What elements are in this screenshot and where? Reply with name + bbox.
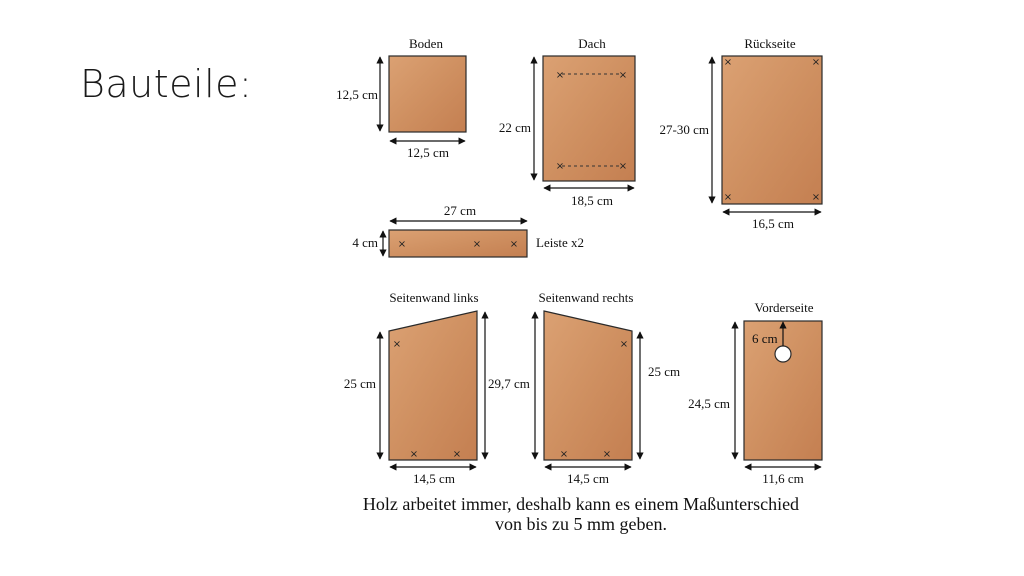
screw-mark: × [559,449,569,460]
screw-mark: × [723,192,733,203]
leiste-board [389,230,527,257]
screw-mark: × [409,449,419,460]
rueckseite-board [722,56,822,204]
screw-mark: × [555,161,565,172]
rueckseite-height-label: 27-30 cm [659,122,709,137]
screw-mark: × [811,57,821,68]
screw-mark: × [509,239,519,250]
boden-width-label: 12,5 cm [407,145,449,160]
tolerance-note-line1: Holz arbeitet immer, deshalb kann es einem Maßunterschied [362,494,800,514]
rueckseite-width-label: 16,5 cm [752,216,794,231]
screw-mark: × [602,449,612,460]
screw-mark: × [723,57,733,68]
dach-height-label: 22 cm [498,120,531,135]
boden-board [389,56,466,132]
part-seitenwand-rechts [535,290,680,486]
dach-title: Dach [578,36,606,51]
screw-mark: × [618,70,628,81]
vorderseite-height-label: 24,5 cm [688,396,730,411]
screw-mark: × [392,339,402,350]
dach-width-label: 18,5 cm [571,193,613,208]
screw-mark: × [555,70,565,81]
tolerance-note-line2: von bis zu 5 mm geben. [495,514,667,534]
screw-mark: × [452,449,462,460]
vorderseite-width-label: 11,6 cm [762,471,804,486]
vorderseite-title: Vorderseite [754,300,814,315]
part-leiste [352,203,584,257]
seitenwand-rechts-height-right-label: 25 cm [648,364,681,379]
screw-mark: × [472,239,482,250]
seitenwand-links-height-left-label: 25 cm [343,376,376,391]
vorderseite-hole-offset-label: 6 cm [752,331,778,346]
seitenwand-links-board [389,311,477,460]
leiste-height-label: 4 cm [352,235,378,250]
screw-mark: × [619,339,629,350]
part-rueckseite [660,36,822,231]
screw-mark: × [618,161,628,172]
seitenwand-links-height-right-label: 29,7 cm [488,376,530,391]
leiste-title: Leiste x2 [536,235,585,250]
screw-mark: × [397,239,407,250]
seitenwand-rechts-board [544,311,632,460]
screw-mark: × [811,192,821,203]
seitenwand-rechts-title: Seitenwand rechts [538,290,634,305]
boden-title: Boden [409,36,443,51]
part-seitenwand-links [344,290,530,486]
leiste-width-label: 27 cm [443,203,477,218]
part-boden [336,36,466,160]
seitenwand-links-title: Seitenwand links [389,290,479,305]
part-dach [499,36,635,208]
seitenwand-rechts-width-label: 14,5 cm [567,471,609,486]
boden-height-label: 12,5 cm [336,87,378,102]
slide-title: Bauteile: [80,62,253,106]
seitenwand-links-width-label: 14,5 cm [413,471,455,486]
rueckseite-title: Rückseite [744,36,796,51]
part-vorderseite [688,300,822,486]
entrance-hole [775,346,791,362]
